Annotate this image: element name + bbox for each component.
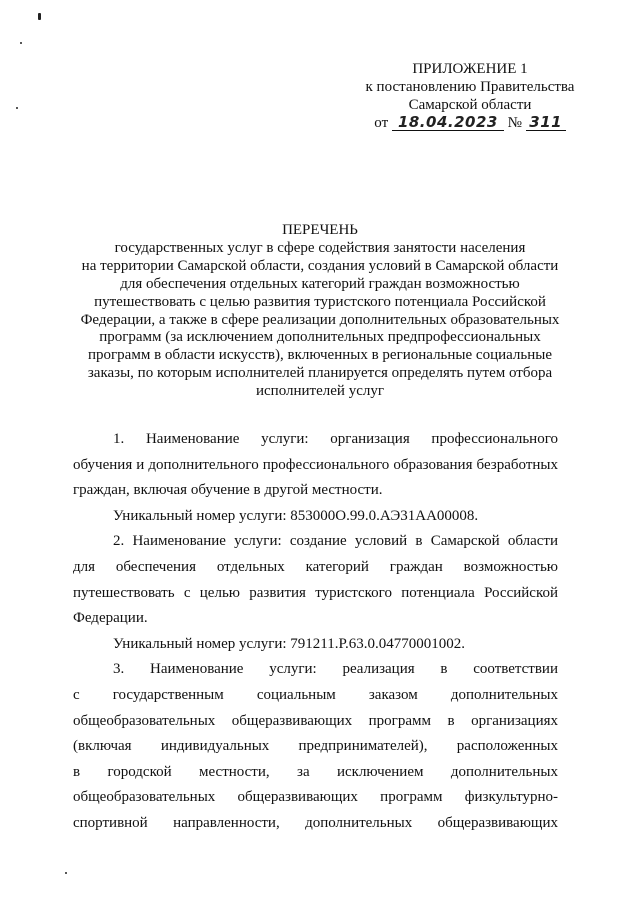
title-line: программ (за исключением дополнительных предпрофессиональных xyxy=(99,329,541,346)
document-title xyxy=(60,222,580,401)
appendix-resolution-line: к постановлению Правительства xyxy=(365,79,575,95)
paragraph-line: общеобразовательных общеразвивающих программ в организациях xyxy=(73,712,558,729)
number-label: № xyxy=(507,115,522,131)
scan-speck xyxy=(16,107,18,109)
paragraph-line: для обеспечения отдельных категорий граждан возможностью xyxy=(73,558,558,575)
scan-speck xyxy=(65,872,67,874)
title-heading: ПЕРЕЧЕНЬ xyxy=(282,222,358,238)
service-code-line: Уникальный номер услуги: 853000О.99.0.АЭ31АА00008. xyxy=(113,507,479,524)
handwritten-date: 18.04.2023 xyxy=(392,115,504,131)
scan-speck xyxy=(38,13,41,20)
title-line: на территории Самарской области, создания условий в Самарской области xyxy=(81,257,559,274)
paragraph-line: (включая индивидуальных предпринимателей), расположенных xyxy=(73,738,558,755)
title-line: программ в области искусств), включенных в региональные социальные xyxy=(88,347,552,364)
paragraph-line: обучения и дополнительного профессионального образования безработных xyxy=(73,456,558,473)
title-line: исполнителей услуг xyxy=(256,383,384,400)
title-line: заказы, по которым исполнителей планируется определять путем отбора xyxy=(87,365,553,382)
appendix-heading: ПРИЛОЖЕНИЕ 1 xyxy=(412,61,528,77)
appendix-date-line xyxy=(330,114,610,134)
paragraph-line: Федерации. xyxy=(73,610,148,627)
paragraph-line: спортивной направленности, дополнительных общеразвивающих xyxy=(73,814,558,831)
title-line: государственных услуг в сфере содействия занятости населения xyxy=(114,239,526,256)
title-line: для обеспечения отдельных категорий граждан возможностью xyxy=(120,275,520,292)
paragraph-line: путешествовать с целью развития туристского потенциала Российской xyxy=(73,584,558,601)
paragraph-line: 2. Наименование услуги: создание условий в Самарской области xyxy=(113,533,558,550)
handwritten-number: 311 xyxy=(526,115,566,131)
paragraph-line: с государственным социальным заказом дополнительных xyxy=(73,686,558,703)
paragraph-line: 1. Наименование услуги: организация профессионального xyxy=(113,431,558,447)
paragraph-line: в городской местности, за исключением дополнительных xyxy=(73,763,558,780)
appendix-region-line: Самарской области xyxy=(408,97,532,113)
title-line: путешествовать с целью развития туристского потенциала Российской xyxy=(94,293,546,310)
appendix-header xyxy=(330,60,610,134)
document-body xyxy=(73,427,558,837)
paragraph-line: общеобразовательных общеразвивающих программ физкультурно- xyxy=(73,789,558,806)
service-code-line: Уникальный номер услуги: 791211.Р.63.0.04770001002. xyxy=(113,635,465,652)
from-label: от xyxy=(374,115,389,131)
paragraph-line: 3. Наименование услуги: реализация в соответствии xyxy=(113,661,558,678)
scan-speck xyxy=(20,42,22,44)
paragraph-line: граждан, включая обучение в другой местности. xyxy=(73,482,383,499)
title-line: Федерации, а также в сфере реализации дополнительных образовательных xyxy=(80,311,560,328)
